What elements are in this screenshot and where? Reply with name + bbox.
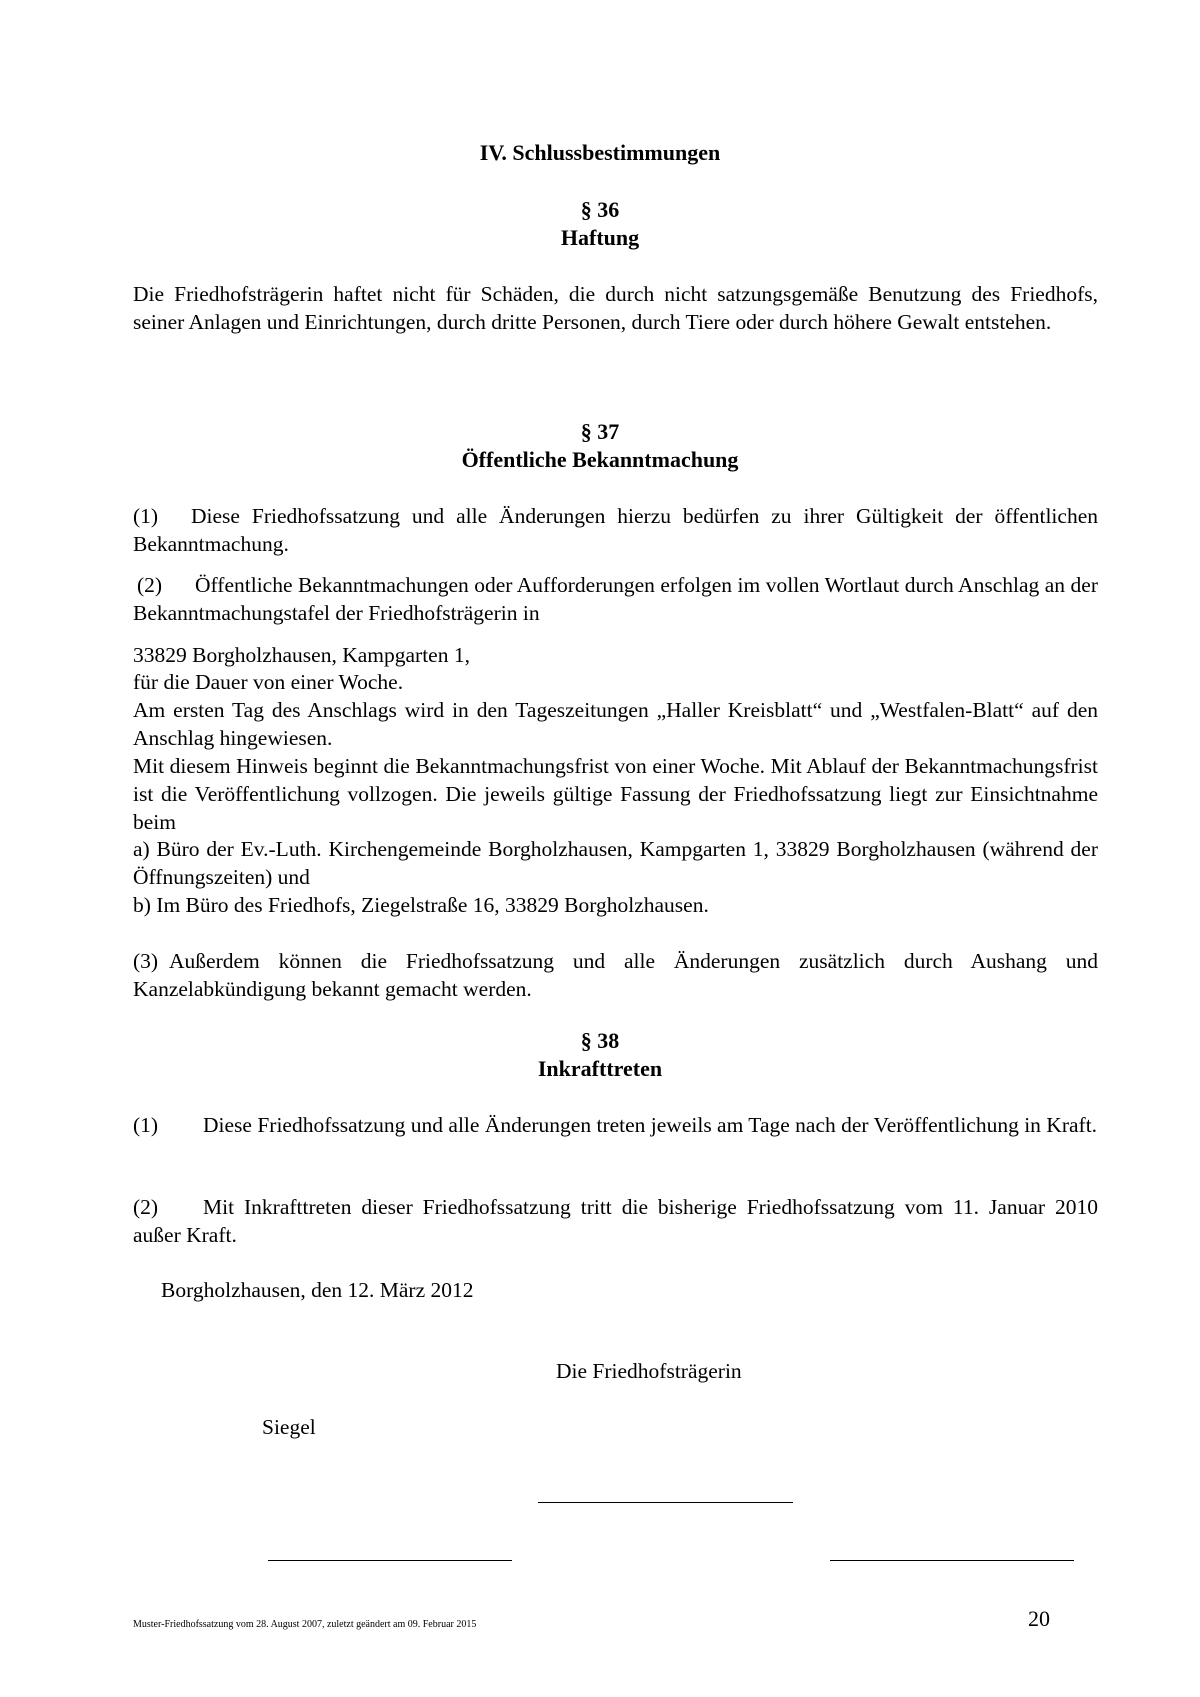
absatz-number: (1): [133, 1113, 159, 1137]
absatz-number: (1): [133, 504, 159, 528]
paragraph-38-absatz-2: [133, 1193, 1098, 1249]
place-date: Borgholzhausen, den 12. März 2012: [161, 1278, 474, 1302]
absatz-text: Außerdem können die Friedhofssatzung und alle Änderungen zusätzlich durch Aushang und Kanzelabkündigung bekannt gemacht werden.: [133, 949, 1098, 1001]
paragraph-36-text: Die Friedhofsträgerin haftet nicht für Schäden, die durch nicht satzungsgemäße Benutzung des Friedhofs, seiner Anlagen und Einrichtungen, durch dritte Personen, durch Tiere oder durch höhere Gewalt entstehen.: [133, 282, 1098, 334]
absatz-number: (2): [133, 1195, 159, 1219]
newspapers-text: Am ersten Tag des Anschlags wird in den Tageszeitungen „Haller Kreisblatt“ und „Westfalen-Blatt“ auf den Anschlag hingewiesen.: [133, 698, 1098, 750]
seal-label: Siegel: [262, 1415, 316, 1439]
frist-text: Mit diesem Hinweis beginnt die Bekanntmachungsfrist von einer Woche. Mit Ablauf der Bekanntmachungsfrist ist die Veröffentlichung vollzogen. Die jeweils gültige Fassung der Friedhofssatzung liegt zur Einsichtnahme beim: [133, 754, 1098, 834]
paragraph-37-absatz-2: [133, 571, 1098, 627]
paragraph-36-title: Haftung: [560, 225, 640, 250]
absatz-text: Öffentliche Bekanntmachungen oder Aufforderungen erfolgen im vollen Wortlaut durch Anschlag an der Bekanntmachungstafel der Friedhofsträgerin in: [133, 573, 1098, 625]
page-number: 20: [1028, 1606, 1050, 1631]
paragraph-37-absatz-1: [133, 502, 1098, 558]
section-title: IV. Schlussbestimmungen: [479, 140, 721, 165]
duration-line: für die Dauer von einer Woche.: [133, 670, 404, 694]
paragraph-37-title: Öffentliche Bekanntmachung: [461, 447, 739, 472]
paragraph-38-number: § 38: [580, 1028, 620, 1053]
signer-label: Die Friedhofsträgerin: [556, 1359, 742, 1383]
absatz-number: (3): [133, 949, 159, 973]
signature-line-right: [830, 1560, 1074, 1561]
paragraph-36-number: § 36: [580, 197, 620, 222]
signature-line-left: [268, 1560, 512, 1561]
absatz-text: Mit Inkrafttreten dieser Friedhofssatzung tritt die bisherige Friedhofssatzung vom 11. Januar 2010 außer Kraft.: [133, 1195, 1098, 1247]
paragraph-37-number: § 37: [580, 419, 620, 444]
paragraph-38-absatz-1: [133, 1111, 1098, 1139]
paragraph-37-absatz-3: [133, 947, 1098, 1003]
list-item-a: a) Büro der Ev.-Luth. Kirchengemeinde Borgholzhausen, Kampgarten 1, 33829 Borgholzhausen (während der Öffnungszeiten) und: [133, 837, 1098, 889]
list-item-b: b) Im Büro des Friedhofs, Ziegelstraße 16, 33829 Borgholzhausen.: [133, 893, 709, 917]
signature-line-center: [538, 1502, 793, 1503]
paragraph-38-title: Inkrafttreten: [537, 1056, 663, 1081]
footer-text: Muster-Friedhofssatzung vom 28. August 2007, zuletzt geändert am 09. Februar 2015: [133, 1619, 477, 1630]
absatz-number: (2): [137, 573, 163, 597]
absatz-text: Diese Friedhofssatzung und alle Änderungen hierzu bedürfen zu ihrer Gültigkeit der öffentlichen Bekanntmachung.: [133, 504, 1098, 556]
address-line: 33829 Borgholzhausen, Kampgarten 1,: [133, 643, 470, 667]
absatz-text: Diese Friedhofssatzung und alle Änderungen treten jeweils am Tage nach der Veröffentlichung in Kraft.: [203, 1113, 1098, 1137]
